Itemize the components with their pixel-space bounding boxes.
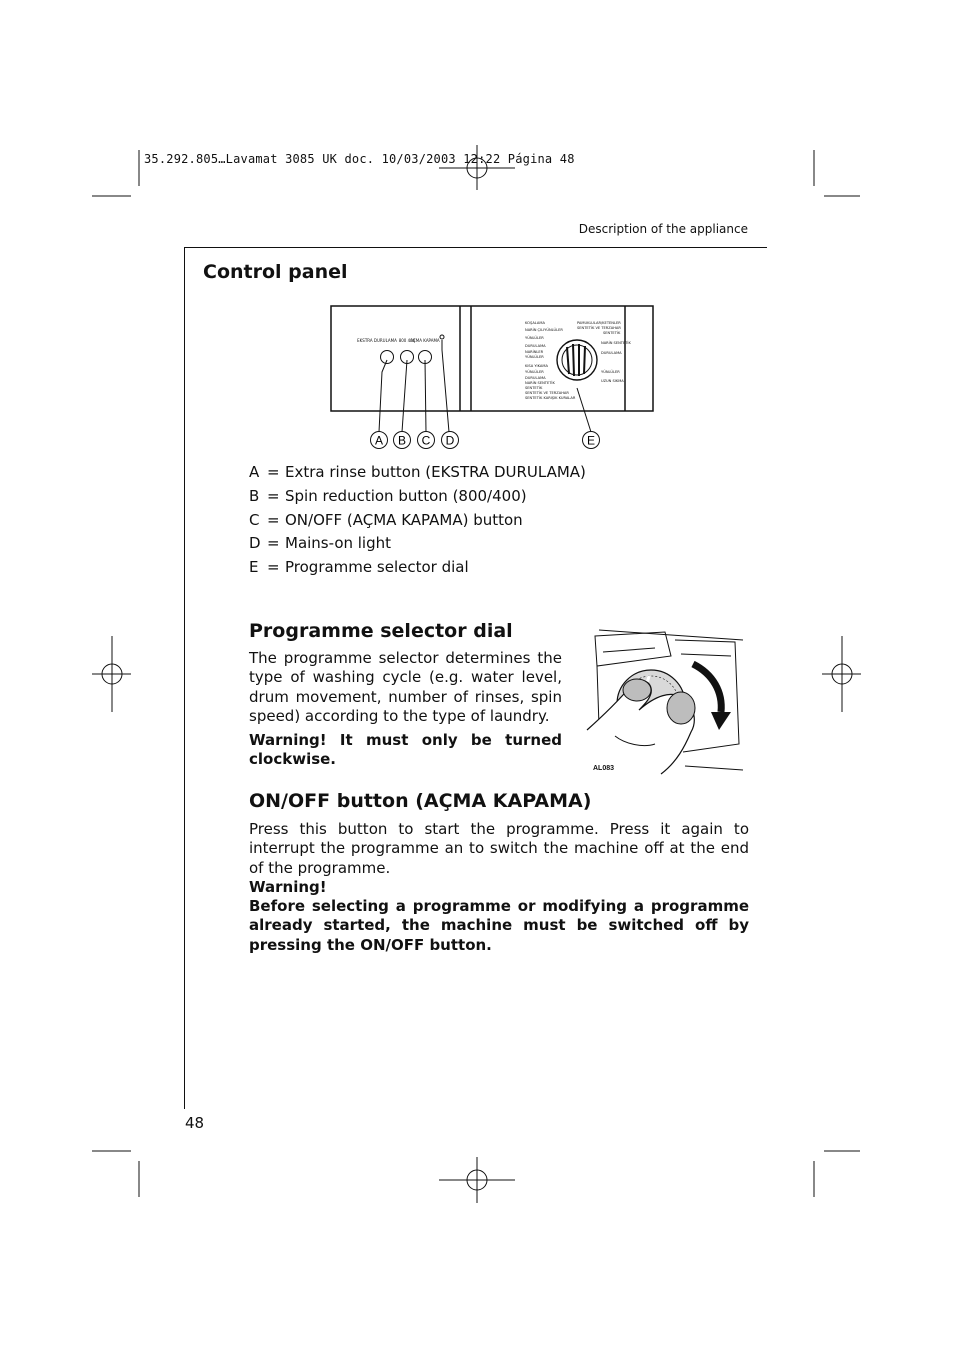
legend-text: Mains-on light <box>285 534 392 553</box>
dial-label-right-0: PAMUKLULAR/KETENLER <box>577 321 621 325</box>
page-number: 48 <box>185 1114 205 1132</box>
header-rule <box>184 247 767 248</box>
onoff-title: ON/OFF button (AÇMA KAPAMA) <box>249 790 592 812</box>
control-panel-legend <box>249 461 586 580</box>
legend-item: E = Programme selector dial <box>249 556 586 580</box>
button-label-b: 800 400 <box>398 338 416 343</box>
legend-key: B <box>249 486 260 505</box>
control-panel-title: Control panel <box>203 261 348 283</box>
dial-label-left-9: NARİN SENTETİK <box>525 381 555 385</box>
onoff-warning-heading: Warning! <box>249 878 327 896</box>
dial-label-left-3: DURULAMA <box>525 344 546 348</box>
legend-key: E <box>249 558 259 577</box>
section-label: Description of the appliance <box>578 222 748 236</box>
programme-selector-warning: Warning! It must only be turned clockwise. <box>249 731 562 769</box>
programme-dial-shape <box>557 340 597 380</box>
print-header: 35.292.805…Lavamat 3085 UK doc. 10/03/2003 12:22 Página 48 <box>144 152 575 166</box>
legend-item: D = Mains-on light <box>249 532 586 556</box>
dial-label-left-0: KOŞALAMA <box>525 321 545 325</box>
legend-text: ON/OFF (AÇMA KAPAMA) button <box>285 510 523 529</box>
button-label-a: EKSTRA DURULAMA <box>357 338 397 343</box>
onoff-body: Press this button to start the programme. Press it again to interrupt the programme an to switch the machine off at the end of the programme. <box>249 820 749 877</box>
dial-label-left-4: NARİNLER <box>525 350 544 354</box>
legend-key: C <box>249 510 260 529</box>
dial-label-right-2: SENTETİK <box>603 331 621 335</box>
legend-item: C = ON/OFF (AÇMA KAPAMA) button <box>249 509 586 533</box>
figure-code: AL083 <box>593 765 615 772</box>
dial-label-left-1: NARİN ÇILIYÜNLÜLER <box>525 328 563 332</box>
dial-label-left-10: SENTETİK <box>525 386 543 390</box>
extra-rinse-button-shape <box>381 351 394 364</box>
dial-label-left-7: YÜNLÜLER <box>525 370 544 374</box>
dial-label-left-8: DURULAMA <box>525 376 546 380</box>
dial-label-left-6: KISA YIKAMA <box>525 364 548 368</box>
programme-selector-body: The programme selector determines the type of washing cycle (e.g. water level, drum movement, number of rinses, spin speed) according to the type of laundry. <box>249 649 562 725</box>
legend-key: A <box>249 463 260 481</box>
legend-key: D <box>249 534 261 553</box>
callout-c: C <box>421 433 431 448</box>
control-panel-diagram <box>325 300 665 460</box>
dial-label-right-4: DURULAMA <box>601 351 622 355</box>
dial-label-right-5: YÜNLÜLER <box>601 370 620 374</box>
button-label-c: AÇMA KAPAMA <box>410 338 440 343</box>
programme-selector-title: Programme selector dial <box>249 620 513 642</box>
callout-d: D <box>445 433 455 448</box>
dial-label-right-1: SENTETİK VE TERZAHAR <box>577 326 621 330</box>
legend-text: Programme selector dial <box>285 558 469 577</box>
callout-a: A <box>374 433 384 448</box>
dial-turning-illustration <box>585 626 745 776</box>
legend-item: B = Spin reduction button (800/400) <box>249 485 586 509</box>
dial-label-left-5: YÜNLÜLER <box>525 355 544 359</box>
callout-e: E <box>586 433 596 448</box>
legend-text: Spin reduction button (800/400) <box>285 486 527 505</box>
legend-text: Extra rinse button (EKSTRA DURULAMA) <box>285 463 586 481</box>
onoff-warning-body: Before selecting a programme or modifying a programme already started, the machine must be switched off by pressing the ON/OFF button. <box>249 897 749 954</box>
callout-b: B <box>397 433 407 448</box>
dial-label-right-3: NARİN SENTETİK <box>601 341 631 345</box>
dial-label-right-6: UZUN SIKMA <box>601 379 624 383</box>
dial-label-left-2: YÜNLÜLER <box>525 336 544 340</box>
dial-label-left-12: SENTETİK KARIŞIK KURALAR <box>525 396 576 400</box>
mains-light-shape <box>440 335 444 339</box>
margin-rule <box>184 247 185 1109</box>
dial-label-left-11: SENTETİK VE TERZAHAR <box>525 391 569 395</box>
legend-item: A = Extra rinse button (EKSTRA DURULAMA) <box>249 461 586 485</box>
